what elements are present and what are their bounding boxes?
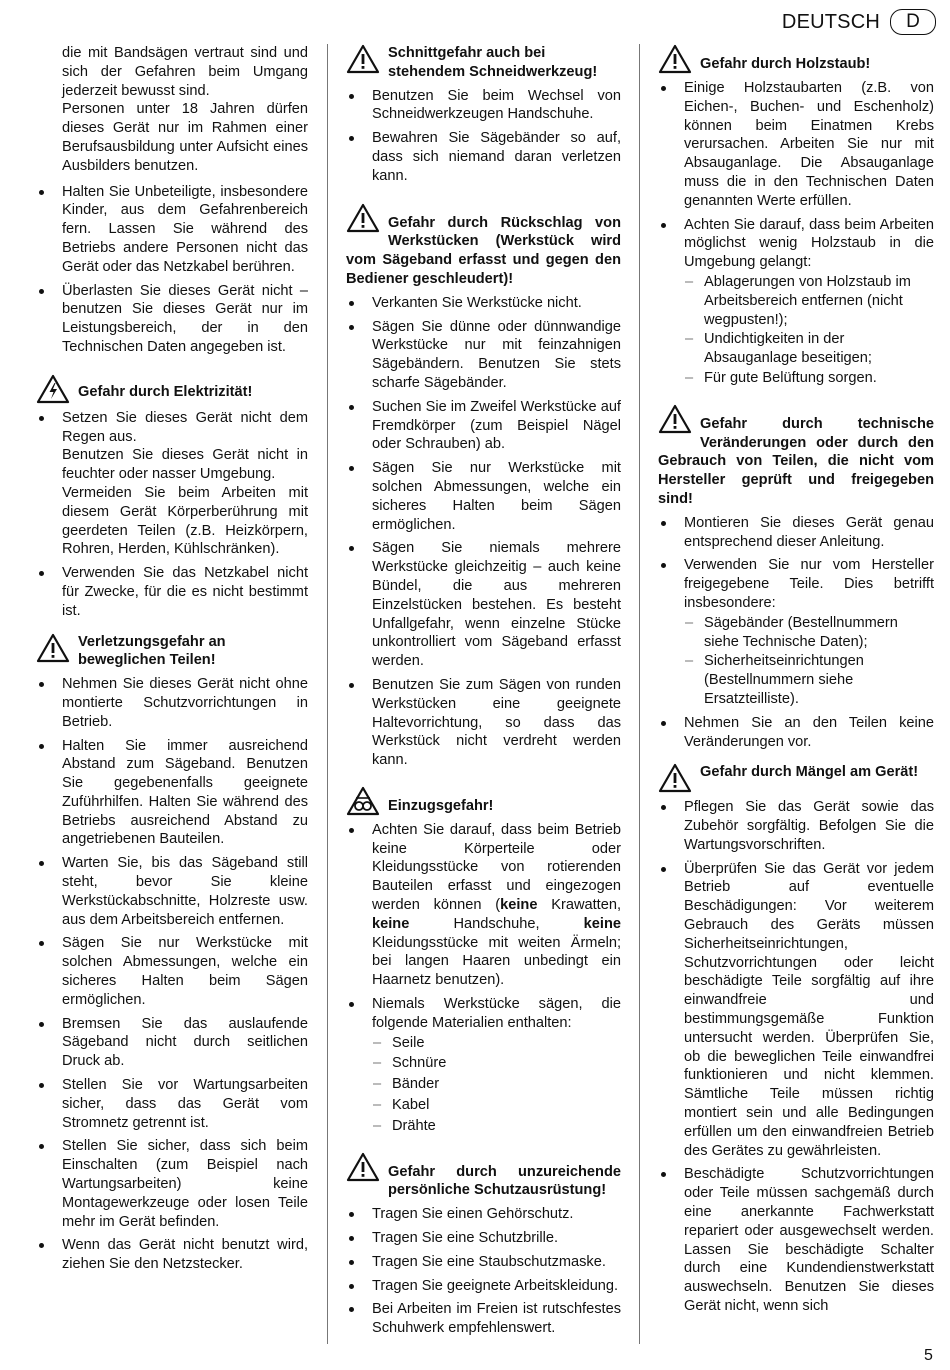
list-item [346, 995, 621, 1136]
bullet-list [36, 183, 308, 357]
list-item: Stellen Sie vor Wartungsarbeiten sicher, dass das Gerät vom Stromnetz getrennt ist. [36, 1076, 308, 1132]
warning-title: Einzugsgefahr! [388, 797, 494, 814]
text-run: Handschuhe, [409, 915, 584, 932]
warning-heading-ppe [346, 1152, 621, 1201]
sub-list-item: – Ablagerungen von Holzstaub im Arbeitsbereich entfernen (nicht wegpusten!); [684, 273, 934, 329]
list-item: Sägen Sie dünne oder dünnwandige Werkstücke nur mit feinzahnigen Sägebändern. Benutzen Sie stets scharfe Sägebänder. [346, 318, 621, 393]
list-item [346, 821, 621, 990]
list-item: Verwenden Sie das Netzkabel nicht für Zwecke, für die es nicht bestimmt ist. [36, 564, 308, 620]
page-number: 5 [924, 1347, 933, 1364]
list-item [658, 556, 934, 708]
warning-heading-kickback [346, 203, 621, 289]
sub-list [684, 273, 934, 388]
warning-icon [346, 44, 380, 74]
sub-list [684, 614, 934, 709]
entanglement-hazard-icon [346, 786, 380, 816]
sub-list-item: – Seile [372, 1034, 621, 1053]
warning-heading-wood-dust [658, 44, 934, 74]
list-item: Verkanten Sie Werkstücke nicht. [346, 294, 621, 313]
list-item: Sägen Sie nur Werkstücke mit solchen Abmessungen, welche ein sicheres Halten beim Sägen ermöglichen. [346, 459, 621, 534]
bullet-list [658, 79, 934, 388]
warning-icon [658, 404, 692, 434]
bullet-list [346, 1205, 621, 1338]
warning-heading-defects [658, 763, 934, 793]
column-divider [327, 44, 328, 1344]
electric-hazard-icon [36, 374, 70, 404]
warning-title: Gefahr durch technische Veränderungen oder durch den Gebrauch von Teilen, die nicht vom Hersteller geprüft und freigegeben sind! [658, 415, 934, 507]
sub-list-item: – Kabel [372, 1096, 621, 1115]
list-item: Bremsen Sie das auslaufende Sägeband nicht durch seitlichen Druck ab. [36, 1015, 308, 1071]
warning-icon [658, 44, 692, 74]
warning-title: Gefahr durch unzureichende persönliche Schutzausrüstung! [388, 1163, 621, 1199]
warning-title: Schnittgefahr auch bei stehendem Schneidwerkzeug! [388, 45, 598, 80]
list-item: Benutzen Sie zum Sägen von runden Werkstücken eine geeignete Haltevorrichtung, so dass das Werkstück nicht verdreht werden kann. [346, 676, 621, 770]
column-divider [639, 44, 640, 1344]
bullet-list [346, 294, 621, 770]
paragraph: Personen unter 18 Jahren dürfen dieses Gerät nur im Rahmen einer Berufsausbildung unter Aufsicht eines Ausbilders benutzen. [62, 101, 308, 174]
list-item: Nehmen Sie dieses Gerät nicht ohne montierte Schutzvorrichtungen in Betrieb. [36, 675, 308, 731]
list-item: Sägen Sie nur Werkstücke mit solchen Abmessungen, welche ein sicheres Halten beim Sägen ermöglichen. [36, 934, 308, 1009]
sub-list [372, 1034, 621, 1136]
paragraph: Benutzen Sie dieses Gerät nicht in feuchter oder nasser Umgebung. [62, 447, 308, 483]
paragraph: Achten Sie darauf, dass beim Arbeiten möglichst wenig Holzstaub in die Umgebung gelangt: [684, 216, 934, 271]
text-run: Kleidungsstücke mit weiten Ärmeln; bei langen Haaren unbedingt ein Haarnetz benutzen). [372, 934, 621, 989]
list-item: Wenn das Gerät nicht benutzt wird, ziehen Sie den Netzstecker. [36, 1236, 308, 1274]
list-item: Tragen Sie einen Gehörschutz. [346, 1205, 621, 1224]
list-item: Stellen Sie sicher, dass sich beim Einschalten (zum Beispiel nach Wartungsarbeiten) keine Montagewerkzeuge oder losen Teile mehr im Gerät befinden. [36, 1137, 308, 1231]
warning-heading-cut [346, 44, 621, 82]
sub-list-item: – Für gute Belüftung sorgen. [684, 369, 934, 388]
warning-title: Verletzungsgefahr an beweglichen Teilen! [78, 633, 226, 669]
list-item: Suchen Sie im Zweifel Werkstücke auf Fremdkörper (zum Beispiel Nägel oder Schrauben) ab. [346, 398, 621, 454]
list-item: Überlasten Sie dieses Gerät nicht – benutzen Sie dieses Gerät nur im Leistungsbereich, der in den Technischen Daten angegeben ist. [36, 282, 308, 357]
sub-list-item: – Bänder [372, 1075, 621, 1094]
list-item: Benutzen Sie beim Wechsel von Schneidwerkzeugen Handschuhe. [346, 87, 621, 125]
paragraph: Vermeiden Sie beim Arbeiten mit diesem Gerät Körperberührung mit geerdeten Teilen (z.B. Heizkörpern, Rohren, Herden, Kühlschränken). [62, 484, 308, 558]
warning-title: Gefahr durch Elektrizität! [78, 383, 253, 400]
page-header [782, 8, 936, 36]
list-item: Tragen Sie eine Staubschutzmaske. [346, 1253, 621, 1272]
bullet-list [346, 87, 621, 186]
intro-text [36, 44, 308, 176]
column-1 [36, 44, 308, 1279]
list-item: Einige Holzstaubarten (z.B. von Eichen-, Buchen- und Eschenholz) können beim Einatmen Krebs verursachen. Arbeiten Sie nur mit Absauganlage. Die Absauganlage muss die in den Technischen Daten genannten Werte erfüllen. [658, 79, 934, 211]
bullet-list [658, 514, 934, 752]
warning-icon [346, 1152, 380, 1182]
text-run: Krawatten, [537, 897, 621, 914]
list-item: Halten Sie immer ausreichend Abstand zum Sägeband. Benutzen Sie gegebenenfalls geeignete Zuführhilfen. Halten Sie während des Betriebs ausreichend Abstand zu angetriebenen Bauteilen. [36, 737, 308, 850]
paragraph: Verwenden Sie nur vom Hersteller freigegebene Teile. Dies betrifft insbesondere: [684, 557, 934, 611]
list-item: Warten Sie, bis das Sägeband still steht, bevor Sie kleine Werkstückabschnitte, Holzreste usw. aus dem Arbeitsbereich entfernen. [36, 854, 308, 929]
warning-title: Gefahr durch Mängel am Gerät! [700, 764, 919, 781]
warning-title: Gefahr durch Rückschlag von Werkstücken (Werkstück wird vom Sägeband erfasst und gegen den Bediener geschleudert)! [346, 214, 621, 287]
warning-heading-electricity [36, 374, 308, 404]
list-item: Bewahren Sie Sägebänder so auf, dass sich niemand daran verletzen kann. [346, 129, 621, 185]
list-item: Montieren Sie dieses Gerät genau entsprechend dieser Anleitung. [658, 514, 934, 552]
emphasis: keine [583, 915, 621, 932]
sub-list-item: – Undichtigkeiten in der Absauganlage beseitigen; [684, 330, 934, 368]
sub-list-item: – Schnüre [372, 1054, 621, 1073]
warning-heading-moving-parts [36, 633, 308, 671]
list-item: Sägen Sie niemals mehrere Werkstücke gleichzeitig – auch keine Bündel, die aus mehreren Einzelstücken bestehen. Es besteht Unfallgefahr, wenn einzelne Stücke unkontrolliert vom Sägeband erfasst werden. [346, 539, 621, 671]
warning-heading-intake [346, 786, 621, 816]
bullet-list [658, 798, 934, 1316]
paragraph: Setzen Sie dieses Gerät nicht dem Regen aus. [62, 409, 308, 445]
country-badge: D [890, 9, 936, 35]
text-run: Achten Sie darauf, dass beim Betrieb keine Körperteile oder Kleidungsstücke von rotierenden Bauteilen erfasst und eingezogen werden können ( [372, 821, 621, 914]
list-item: Tragen Sie geeignete Arbeitskleidung. [346, 1277, 621, 1296]
sub-list-item: – Drähte [372, 1117, 621, 1136]
list-item: Halten Sie Unbeteiligte, insbesondere Kinder, aus dem Gefahrenbereich fern. Lassen Sie während des Betriebs andere Personen nicht das Gerät oder das Netzkabel berühren. [36, 183, 308, 277]
list-item: Überprüfen Sie das Gerät vor jedem Betrieb auf eventuelle Beschädigungen: Vor weiterem Gebrauch des Geräts müssen Sicherheitseinrichtungen, Schutzvorrichtungen oder leicht beschädigte Teile sorgfältig auf ihre einwandfreie und bestimmungsgemäße Funktion untersucht werden. Überprüfen Sie, ob die beweglichen Teile einwandfrei funktionieren und nicht klemmen. Sämtliche Teile müssen richtig montiert sein und alle Bedingungen erfüllen um den einwandfreien Betrieb des Gerätes zu gewährleisten. [658, 860, 934, 1161]
warning-title: Gefahr durch Holzstaub! [700, 56, 871, 72]
list-item: Beschädigte Schutzvorrichtungen oder Teile müssen sachgemäß durch eine anerkannte Fachwerkstatt repariert oder ausgewechselt werden. Lassen Sie beschädigte Schalter durch eine Kundendienstwerkstatt auswechseln. Benutzen Sie dieses Gerät nicht, wenn sich [658, 1165, 934, 1315]
list-item: Bei Arbeiten im Freien ist rutschfestes Schuhwerk empfehlenswert. [346, 1300, 621, 1338]
paragraph: die mit Bandsägen vertraut sind und sich der Gefahren beim Umgang jederzeit bewusst sind. [62, 45, 308, 99]
warning-icon [346, 203, 380, 233]
bullet-list [346, 821, 621, 1136]
sub-list-item: – Sägebänder (Bestellnummern siehe Technische Daten); [684, 614, 934, 652]
column-3 [658, 44, 934, 1321]
bullet-list [36, 675, 308, 1274]
warning-icon [658, 763, 692, 793]
language-label: DEUTSCH [781, 10, 880, 33]
column-2 [346, 44, 621, 1343]
list-item: Nehmen Sie an den Teilen keine Veränderungen vor. [658, 714, 934, 752]
list-item [36, 409, 308, 559]
emphasis: keine [500, 897, 538, 914]
list-item [658, 216, 934, 388]
list-item: Pflegen Sie das Gerät sowie das Zubehör sorgfältig. Befolgen Sie die Wartungsvorschriften. [658, 798, 934, 854]
paragraph: Niemals Werkstücke sägen, die folgende Materialien enthalten: [372, 996, 621, 1031]
warning-icon [36, 633, 70, 663]
bullet-list [36, 409, 308, 621]
emphasis: keine [372, 915, 410, 932]
list-item: Tragen Sie eine Schutzbrille. [346, 1229, 621, 1248]
warning-heading-modifications [658, 404, 934, 509]
sub-list-item: – Sicherheitseinrichtungen (Bestellnummern siehe Ersatzteilliste). [684, 652, 934, 708]
